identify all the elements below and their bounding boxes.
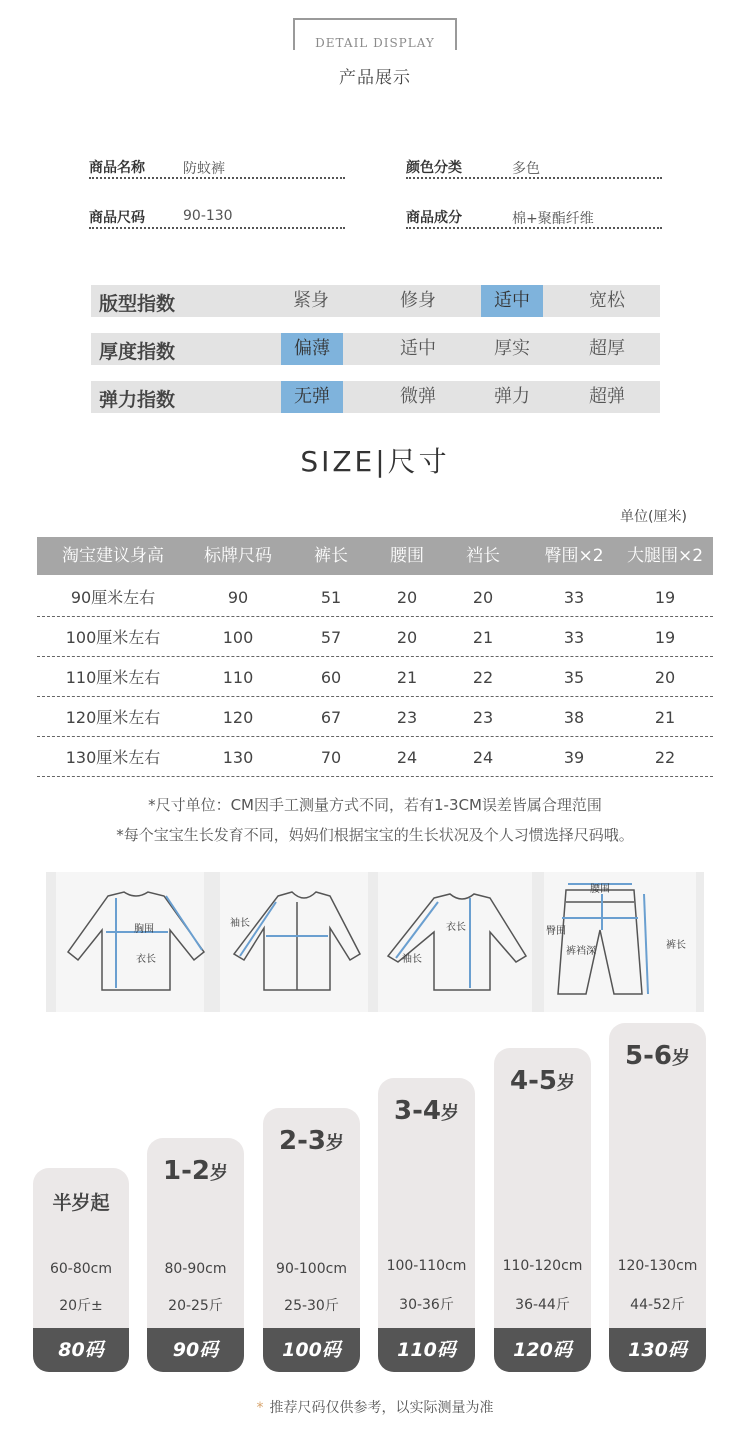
column-header: 裆长 xyxy=(466,546,500,566)
size-card xyxy=(378,1078,475,1372)
card-age: 4-5岁 xyxy=(510,1066,575,1096)
table-cell: 100厘米左右 xyxy=(65,628,161,647)
index-option-selected: 适中 xyxy=(481,285,543,317)
table-cell: 39 xyxy=(563,748,585,767)
index-option: 弹力 xyxy=(494,386,530,407)
column-header: 淘宝建议身高 xyxy=(62,546,164,566)
card-code: 120码 xyxy=(494,1328,591,1372)
size-title: SIZE|尺寸 xyxy=(300,445,450,478)
table-cell: 20 xyxy=(654,668,676,687)
info-key: 商品成分 xyxy=(406,210,462,226)
card-height: 120-130cm xyxy=(617,1258,698,1274)
index-label: 弹力指数 xyxy=(99,389,176,411)
table-cell: 20 xyxy=(396,628,418,647)
size-card xyxy=(609,1023,706,1372)
diagram-label: 袖长 xyxy=(402,954,422,965)
card-age: 2-3岁 xyxy=(279,1126,344,1156)
stretch-index-row xyxy=(91,381,660,413)
table-row xyxy=(37,657,713,697)
table-row xyxy=(37,577,713,617)
fit-index-row xyxy=(91,285,660,317)
column-header: 标牌尺码 xyxy=(204,546,272,566)
card-weight: 30-36斤 xyxy=(399,1297,454,1313)
index-option: 微弹 xyxy=(400,386,436,407)
table-cell: 51 xyxy=(320,588,342,607)
table-cell: 120 xyxy=(222,708,254,727)
card-age: 5-6岁 xyxy=(625,1041,690,1071)
card-height: 110-120cm xyxy=(502,1258,583,1274)
index-label: 版型指数 xyxy=(99,293,176,315)
info-size xyxy=(89,207,345,229)
info-value: 90-130 xyxy=(183,208,233,224)
table-cell: 110 xyxy=(222,668,254,687)
card-weight: 25-30斤 xyxy=(284,1298,339,1314)
table-cell: 35 xyxy=(563,668,585,687)
index-label: 厚度指数 xyxy=(99,341,176,363)
table-cell: 23 xyxy=(396,708,418,727)
table-cell: 33 xyxy=(563,588,585,607)
table-cell: 70 xyxy=(320,748,342,767)
index-option: 厚实 xyxy=(494,338,530,359)
column-header: 裤长 xyxy=(314,546,348,566)
card-height: 60-80cm xyxy=(49,1261,112,1277)
note-2: *每个宝宝生长发育不同，妈妈们根据宝宝的生长状况及个人习惯选择尺码哦。 xyxy=(116,826,634,844)
table-cell: 38 xyxy=(563,708,585,727)
table-cell: 22 xyxy=(654,748,676,767)
card-age: 3-4岁 xyxy=(394,1096,459,1126)
info-key: 商品尺码 xyxy=(89,210,145,226)
thickness-index-row xyxy=(91,333,660,365)
diagram-label: 胸围 xyxy=(134,924,154,935)
star-icon: * xyxy=(256,1400,264,1416)
index-option: 超弹 xyxy=(589,386,625,407)
card-weight: 20-25斤 xyxy=(168,1298,223,1314)
table-row xyxy=(37,697,713,737)
table-cell: 22 xyxy=(472,668,494,687)
diagram-label: 裤裆深 xyxy=(566,946,596,957)
info-material xyxy=(406,207,662,229)
diagram-label: 袖长 xyxy=(230,918,250,929)
table-row xyxy=(37,737,713,777)
info-value: 多色 xyxy=(512,161,540,177)
card-code: 110码 xyxy=(378,1328,475,1372)
info-key: 颜色分类 xyxy=(406,160,462,176)
column-header: 臀围×2 xyxy=(544,546,604,566)
table-cell: 90 xyxy=(227,588,249,607)
card-height: 90-100cm xyxy=(276,1261,347,1277)
header-english: DETAIL DISPLAY xyxy=(293,36,457,50)
diagram-label: 臀围 xyxy=(546,926,566,937)
info-color xyxy=(406,157,662,179)
diagram-label: 腰围 xyxy=(590,884,610,895)
table-cell: 20 xyxy=(472,588,494,607)
table-cell: 20 xyxy=(396,588,418,607)
table-row xyxy=(37,617,713,657)
footer-note xyxy=(0,1397,750,1417)
table-cell: 21 xyxy=(396,668,418,687)
table-cell: 60 xyxy=(320,668,342,687)
card-weight: 44-52斤 xyxy=(630,1297,685,1313)
table-cell: 24 xyxy=(472,748,494,767)
card-code: 90码 xyxy=(147,1328,244,1372)
note-1: *尺寸单位：CM因手工测量方式不同，若有1-3CM误差皆属合理范围 xyxy=(148,796,602,814)
info-value: 棉+聚酯纤维 xyxy=(512,211,594,227)
table-cell: 33 xyxy=(563,628,585,647)
info-key: 商品名称 xyxy=(89,160,145,176)
diagram-label: 衣长 xyxy=(446,922,466,933)
index-option: 修身 xyxy=(400,290,436,311)
table-cell: 21 xyxy=(472,628,494,647)
column-header: 大腿围×2 xyxy=(626,546,704,566)
card-code: 100码 xyxy=(263,1328,360,1372)
size-card xyxy=(263,1108,360,1372)
table-cell: 130厘米左右 xyxy=(65,748,161,767)
card-code: 130码 xyxy=(609,1328,706,1372)
index-option-selected: 无弹 xyxy=(281,381,343,413)
column-header: 腰围 xyxy=(390,546,424,566)
table-cell: 100 xyxy=(222,628,254,647)
card-code: 80码 xyxy=(33,1328,129,1372)
card-height: 100-110cm xyxy=(386,1258,467,1274)
index-option: 紧身 xyxy=(293,290,329,311)
footer-text: 推荐尺码仅供参考，以实际测量为准 xyxy=(269,1400,494,1416)
info-name xyxy=(89,157,345,179)
index-option: 适中 xyxy=(400,338,436,359)
info-value: 防蚊裤 xyxy=(183,161,225,177)
card-height: 80-90cm xyxy=(164,1261,227,1277)
size-card xyxy=(494,1048,591,1372)
table-cell: 19 xyxy=(654,588,676,607)
table-cell: 120厘米左右 xyxy=(65,708,161,727)
unit-label: 单位(厘米) xyxy=(620,509,687,525)
table-cell: 67 xyxy=(320,708,342,727)
measurement-diagram xyxy=(46,872,704,1012)
size-card xyxy=(147,1138,244,1372)
card-age: 1-2岁 xyxy=(163,1156,228,1186)
card-weight: 20斤± xyxy=(59,1298,103,1314)
index-option: 宽松 xyxy=(589,290,625,311)
table-cell: 23 xyxy=(472,708,494,727)
table-cell: 90厘米左右 xyxy=(70,588,156,607)
diagram-label: 裤长 xyxy=(666,940,686,951)
size-table-header xyxy=(37,537,713,575)
table-cell: 21 xyxy=(654,708,676,727)
card-weight: 36-44斤 xyxy=(515,1297,570,1313)
table-cell: 57 xyxy=(320,628,342,647)
card-age: 半岁起 xyxy=(52,1192,110,1214)
size-card xyxy=(33,1168,129,1372)
table-cell: 110厘米左右 xyxy=(65,668,161,687)
table-cell: 19 xyxy=(654,628,676,647)
diagram-label: 衣长 xyxy=(136,954,156,965)
index-option: 超厚 xyxy=(589,338,625,359)
index-option-selected: 偏薄 xyxy=(281,333,343,365)
table-cell: 130 xyxy=(222,748,254,767)
table-cell: 24 xyxy=(396,748,418,767)
header-title: 产品展示 xyxy=(339,68,411,88)
